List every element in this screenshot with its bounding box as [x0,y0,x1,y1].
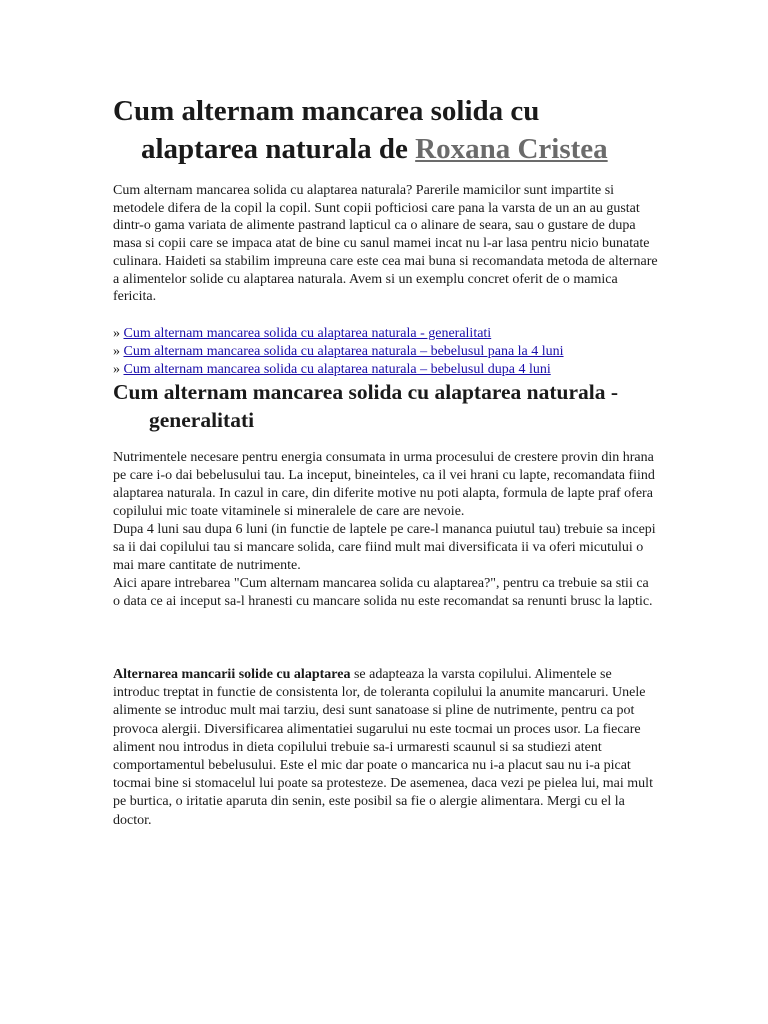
section-heading-line-1: Cum alternam mancarea solida cu alaptarea naturala - [113,380,619,404]
section-heading-line-2: generalitati [149,408,255,432]
table-of-contents [113,325,673,379]
toc-bullet: » [113,362,124,377]
toc-item [113,343,673,361]
paragraph-alternarea-text: se adapteaza la varsta copilului. Alimentele se introduc treptat in functie de consistenta lor, de toleranta copilului la anumite mancaruri. Unele alimente se introduc mult mai tarziu, desi sunt sanatoase si pline de nutrimente, pentru ca pot provoca alergii. Diversificarea alimentatiei sugarului nu este tocmai un proces usor. La fiecare aliment nou introdus in dieta copilului trebuie sa-i urmaresti scaunul si sa studiezi atent comportamentul bebelusului. Este el mic dar poate o mancarica nu i-a placut sau nu i-a picat tocmai bine si stomacelul lui poate sa protesteze. De asemenea, daca vezi pe pielea lui, mai mult pe burtica, o iritatie aparuta din senin, este posibil sa fie o alergie alimentara. Mergi cu el la doctor. [113,667,653,828]
paragraph-nutrimente: Nutrimentele necesare pentru energia consumata in urma procesului de crestere provin din hrana pe care i-o dai bebelusului tau. La inceput, bineinteles, ca il vei hrani cu lapte, recomandata fiind alaptarea naturala. In cazul in care, din diferite motive nu poti alapta, formula de lapte praf ofera copilului mic toate vitaminele si mineralele de care are nevoie. [113,450,655,519]
title-line-1: Cum alternam mancarea solida cu [113,95,540,127]
toc-bullet: » [113,344,124,359]
toc-item [113,325,673,343]
toc-item [113,361,673,379]
paragraph-alternarea [113,666,658,830]
section-body [113,449,658,611]
article-title [113,92,673,168]
paragraph-lead-bold: Alternarea mancarii solide cu alaptarea [113,667,351,682]
section-heading [113,378,653,434]
toc-link-dupa-4-luni[interactable]: Cum alternam mancarea solida cu alaptarea naturala – bebelusul dupa 4 luni [123,362,551,377]
author-link[interactable]: Roxana Cristea [415,133,608,165]
paragraph-intrebare: Aici apare intrebarea "Cum alternam mancarea solida cu alaptarea?", pentru ca trebuie sa stii ca o data ce ai inceput sa-l hranesti cu mancare solida nu este recomandat sa renunti brusc la laptic. [113,576,653,609]
intro-paragraph: Cum alternam mancarea solida cu alaptarea naturala? Parerile mamicilor sunt impartite si metodele difera de la copil la copil. Sunt copii pofticiosi care pana la varsta de un an au gustat dintr-o gama variata de alimente pastrand lapticul ca o alinare de seara, sau o gustare de dupa masa si copii care se impaca atat de bine cu sanul mamei incat nu l-ar lasa pentru nicio bunatate culinara. Haideti sa stabilim impreuna care este cea mai buna si recomandata metoda de alternare a alimentelor solide cu alaptarea naturala. Avem si un exemplu concret oferit de o mamica fericita. [113,183,658,305]
toc-bullet: » [113,326,124,341]
title-line-2: alaptarea naturala de [141,133,416,165]
toc-link-generalitati[interactable]: Cum alternam mancarea solida cu alaptarea naturala - generalitati [123,326,492,341]
toc-link-pana-la-4-luni[interactable]: Cum alternam mancarea solida cu alaptarea naturala – bebelusul pana la 4 luni [123,344,564,359]
paragraph-dupa-4-luni: Dupa 4 luni sau dupa 6 luni (in functie de laptele pe care-l mananca puiutul tau) trebuie sa incepi sa ii dai copilului tau si mancare solida, care fiind mult mai diversificata ii va oferi micutului o mai mare cantitate de nutrimente. [113,522,656,573]
